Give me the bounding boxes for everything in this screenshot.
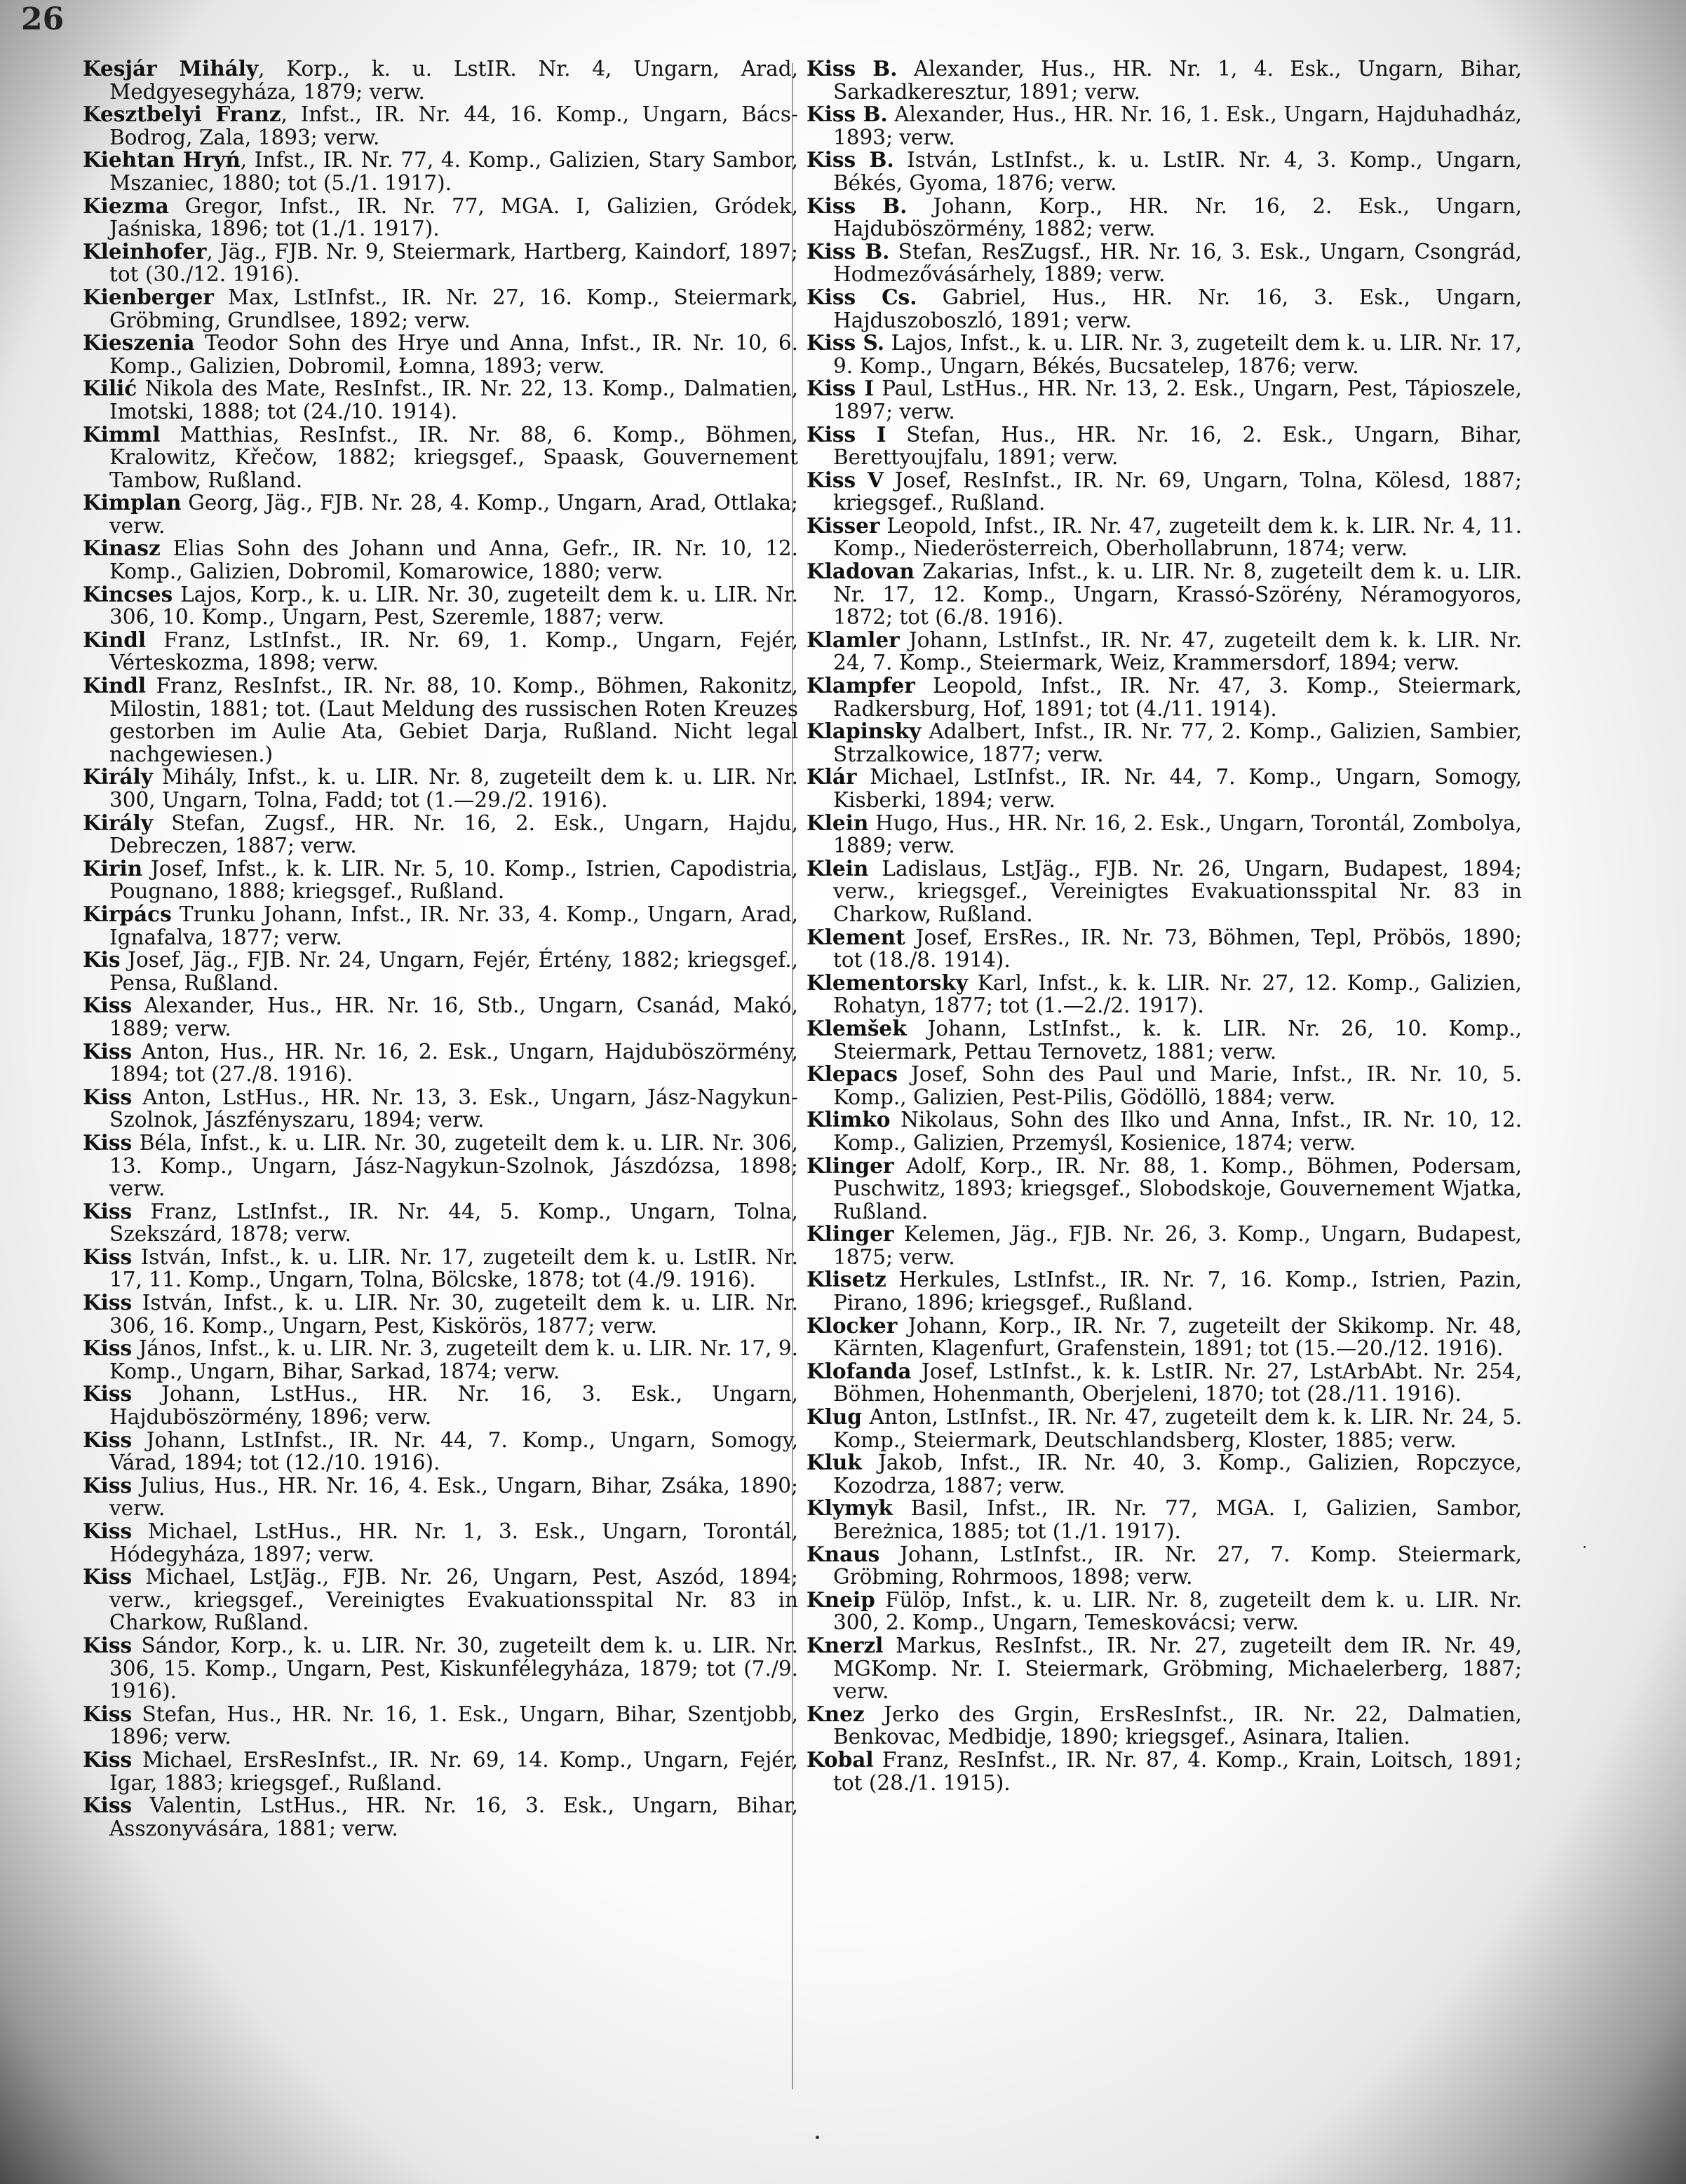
register-entry bbox=[807, 1406, 1522, 1451]
entry-details: , Korp., k. u. LstIR. Nr. 4, Ungarn, Arad, Medgyesegyháza, 1879; verw. bbox=[109, 57, 798, 104]
entry-details: János, Infst., k. u. LIR. Nr. 3, zugeteilt dem k. u. LIR. Nr. 17, 9. Komp., Ungarn, Bihar, Sarkad, 1874; verw. bbox=[109, 1336, 798, 1383]
register-entry bbox=[83, 1337, 798, 1383]
entry-surname: Kiss bbox=[83, 1381, 133, 1406]
entry-surname: Kiss bbox=[83, 1198, 133, 1223]
register-entry bbox=[807, 1017, 1522, 1063]
register-entry bbox=[807, 332, 1522, 377]
register-entry bbox=[807, 515, 1522, 560]
register-entry bbox=[807, 423, 1522, 469]
register-entry bbox=[83, 103, 798, 149]
entry-surname: Király bbox=[83, 764, 153, 789]
entry-details: Hugo, Hus., HR. Nr. 16, 2. Esk., Ungarn, Torontál, Zombolya, 1889; verw. bbox=[833, 810, 1522, 858]
register-entry bbox=[83, 1794, 798, 1840]
right-column bbox=[807, 57, 1522, 1794]
register-entry bbox=[807, 1108, 1522, 1154]
register-entry bbox=[807, 560, 1522, 629]
entry-surname: Kiss bbox=[83, 1130, 133, 1155]
register-entry bbox=[83, 949, 798, 994]
register-entry bbox=[807, 1746, 1522, 1795]
print-speck bbox=[816, 2136, 819, 2139]
register-entry bbox=[807, 857, 1522, 926]
entry-details: Herkules, LstInfst., IR. Nr. 7, 16. Komp., Istrien, Pazin, Pirano, 1896; kriegsgef., Rußland. bbox=[833, 1268, 1522, 1315]
entry-details: Kelemen, Jäg., FJB. Nr. 26, 3. Komp., Ungarn, Budapest, 1875; verw. bbox=[833, 1222, 1522, 1269]
register-entry bbox=[83, 857, 798, 903]
entry-surname: Kiss bbox=[83, 1472, 133, 1498]
entry-surname: Kiehtan Hryń bbox=[83, 147, 241, 172]
entry-details: Johann, LstInfst., IR. Nr. 44, 7. Komp., Ungarn, Somogy, Várad, 1894; tot (12./10. 1916). bbox=[109, 1427, 798, 1475]
entry-details: Fülöp, Infst., k. u. LIR. Nr. 8, zugeteilt dem k. u. LIR. Nr. 300, 2. Komp., Ungarn, Temeskovácsi; verw. bbox=[833, 1587, 1522, 1635]
entry-details: Teodor Sohn des Hrye und Anna, Infst., IR. Nr. 10, 6. Komp., Galizien, Dobromil, Łomna, 1893; verw. bbox=[109, 331, 798, 378]
register-entry bbox=[83, 423, 798, 492]
register-entry bbox=[83, 1429, 798, 1474]
entry-details: Josef, LstInfst., k. k. LstIR. Nr. 27, LstArbAbt. Nr. 254, Böhmen, Hohenmanth, Oberjeleni, 1870; tot (28./11. 1916). bbox=[833, 1359, 1522, 1406]
register-entry bbox=[83, 537, 798, 583]
register-entry bbox=[83, 1703, 798, 1749]
entry-surname: Király bbox=[83, 810, 153, 835]
register-entry bbox=[83, 903, 798, 949]
entry-surname: Klymyk bbox=[807, 1495, 893, 1521]
entry-details: Franz, ResInfst., IR. Nr. 87, 4. Komp., Krain, Loitsch, 1891; tot (28./1. 1915). bbox=[833, 1747, 1522, 1795]
register-entry bbox=[83, 812, 798, 857]
entry-details: Michael, LstHus., HR. Nr. 1, 3. Esk., Ungarn, Torontál, Hódegyháza, 1897; verw. bbox=[109, 1519, 798, 1566]
entry-surname: Klampfer bbox=[807, 673, 915, 698]
register-entry bbox=[807, 469, 1522, 515]
entry-details: Anton, LstInfst., IR. Nr. 47, zugeteilt dem k. k. LIR. Nr. 24, 5. Komp., Steiermark, Deutschlandsberg, Kloster, 1885; verw. bbox=[833, 1405, 1522, 1452]
entry-details: Adalbert, Infst., IR. Nr. 77, 2. Komp., Galizien, Sambier, Strzalkowice, 1877; verw. bbox=[833, 719, 1522, 766]
entry-details: Paul, LstHus., HR. Nr. 13, 2. Esk., Ungarn, Pest, Tápioszele, 1897; verw. bbox=[833, 377, 1522, 423]
entry-details: Alexander, Hus., HR. Nr. 1, 4. Esk., Ungarn, Bihar, Sarkadkeresztur, 1891; verw. bbox=[833, 57, 1522, 104]
entry-details: Franz, ResInfst., IR. Nr. 88, 10. Komp., Böhmen, Rakonitz, Milostin, 1881; tot. (Laut Meldung des russischen Roten Kreuzes gestorben im Aulie Ata, Gebiet Darja, Rußland. Nicht legal nachgewiesen.) bbox=[109, 674, 798, 766]
entry-details: Julius, Hus., HR. Nr. 16, 4. Esk., Ungarn, Bihar, Zsáka, 1890; verw. bbox=[109, 1473, 798, 1521]
entry-surname: Kiss B. bbox=[807, 147, 894, 172]
entry-surname: Klementorsky bbox=[807, 970, 969, 995]
entry-details: Johann, LstHus., HR. Nr. 16, 3. Esk., Ungarn, Hajduböszörmény, 1896; verw. bbox=[109, 1382, 798, 1430]
register-entry bbox=[807, 1634, 1522, 1703]
register-entry bbox=[83, 1383, 798, 1428]
entry-details: , Jäg., FJB. Nr. 9, Steiermark, Hartberg, Kaindorf, 1897; tot (30./12. 1916). bbox=[109, 239, 798, 287]
entry-surname: Kneip bbox=[807, 1587, 875, 1612]
register-entry bbox=[83, 1291, 798, 1337]
register-entry bbox=[807, 377, 1522, 423]
entry-surname: Kieszenia bbox=[83, 330, 195, 355]
entry-surname: Kiss bbox=[83, 1793, 133, 1818]
register-entry bbox=[807, 1543, 1522, 1589]
entry-details: Alexander, Hus., HR. Nr. 16, 1. Esk., Ungarn, Hajduhadház, 1893; verw. bbox=[833, 102, 1522, 149]
register-entry bbox=[807, 1703, 1522, 1749]
entry-details: Zakarias, Infst., k. u. LIR. Nr. 8, zugeteilt dem k. u. LIR. Nr. 17, 12. Komp., Ungarn, Krassó-Szörény, Néramogyoros, 1872; tot (6./8. 1916). bbox=[833, 559, 1522, 630]
register-entry bbox=[807, 1063, 1522, 1108]
entry-details: Karl, Infst., k. k. LIR. Nr. 27, 12. Komp., Galizien, Rohatyn, 1877; tot (1.—2./2. 1917). bbox=[833, 970, 1522, 1018]
entry-surname: Kiss bbox=[83, 1564, 133, 1589]
register-entry bbox=[807, 926, 1522, 972]
entry-surname: Kiss B. bbox=[807, 238, 890, 264]
register-entry bbox=[807, 1589, 1522, 1634]
entry-details: Johann, LstInfst., IR. Nr. 47, zugeteilt dem k. k. LIR. Nr. 24, 7. Komp., Steiermark, Weiz, Krammersdorf, 1894; verw. bbox=[833, 628, 1522, 675]
entry-surname: Kiss Cs. bbox=[807, 284, 917, 309]
entry-surname: Kiss I bbox=[807, 421, 886, 447]
entry-surname: Knez bbox=[807, 1701, 865, 1726]
page-number: 26 bbox=[21, 1, 65, 37]
register-entry bbox=[83, 1474, 798, 1520]
register-entry bbox=[807, 1497, 1522, 1542]
entry-details: Anton, Hus., HR. Nr. 16, 2. Esk., Ungarn, Hajduböszörmény, 1894; tot (27./8. 1916). bbox=[109, 1039, 798, 1087]
register-entry bbox=[83, 491, 798, 537]
entry-surname: Kincses bbox=[83, 581, 173, 606]
entry-details: Basil, Infst., IR. Nr. 77, MGA. I, Galizien, Sambor, Bereżnica, 1885; tot (1./1. 1917). bbox=[833, 1496, 1522, 1543]
register-entry bbox=[83, 195, 798, 240]
entry-details: Ladislaus, LstJäg., FJB. Nr. 26, Ungarn, Budapest, 1894; verw., kriegsgef., Vereinigtes Evakuationsspital Nr. 83 in Charkow, Rußland. bbox=[833, 856, 1522, 926]
entry-surname: Klein bbox=[807, 810, 869, 835]
entry-details: Max, LstInfst., IR. Nr. 27, 16. Komp., Steiermark, Gröbming, Grundlsee, 1892; verw. bbox=[109, 285, 798, 332]
register-entry bbox=[83, 1566, 798, 1634]
entry-surname: Kiss bbox=[83, 1336, 133, 1361]
register-entry bbox=[83, 674, 798, 766]
register-entry bbox=[83, 994, 798, 1040]
entry-details: Josef, Infst., k. k. LIR. Nr. 5, 10. Komp., Istrien, Capodistria, Pougnano, 1888; kriegsgef., Rußland. bbox=[109, 856, 798, 904]
entry-details: Gabriel, Hus., HR. Nr. 16, 3. Esk., Ungarn, Hajduszoboszló, 1891; verw. bbox=[833, 285, 1522, 332]
entry-surname: Kiss B. bbox=[807, 102, 888, 127]
register-entry bbox=[807, 1451, 1522, 1497]
entry-details: István, Infst., k. u. LIR. Nr. 30, zugeteilt dem k. u. LIR. Nr. 306, 16. Komp., Ungarn, Pest, Kiskörös, 1877; verw. bbox=[109, 1291, 798, 1338]
register-entry bbox=[807, 1360, 1522, 1406]
entry-details: Lajos, Korp., k. u. LIR. Nr. 30, zugeteilt dem k. u. LIR. Nr. 306, 10. Komp., Ungarn, Pest, Szeremle, 1887; verw. bbox=[109, 582, 798, 630]
entry-details: Michael, ErsResInfst., IR. Nr. 69, 14. Komp., Ungarn, Fejér, Igar, 1883; kriegsgef., Rußland. bbox=[109, 1747, 798, 1795]
entry-details: Johann, LstInfst., IR. Nr. 27, 7. Komp. Steiermark, Gröbming, Rohrmoos, 1898; verw. bbox=[833, 1542, 1522, 1589]
entry-surname: Kesztbelyi Franz bbox=[83, 102, 281, 127]
entry-surname: Kiezma bbox=[83, 193, 169, 218]
entry-surname: Klár bbox=[807, 764, 857, 789]
entry-details: Josef, ResInfst., IR. Nr. 69, Ungarn, Tolna, Kölesd, 1887; kriegsgef., Rußland. bbox=[833, 468, 1522, 515]
entry-surname: Kindl bbox=[83, 627, 147, 652]
entry-surname: Kiss bbox=[83, 1427, 133, 1452]
register-entry bbox=[807, 1155, 1522, 1223]
register-entry bbox=[807, 972, 1522, 1017]
print-speck bbox=[1584, 1546, 1586, 1548]
entry-details: Josef, Jäg., FJB. Nr. 24, Ungarn, Fejér, Értény, 1882; kriegsgef., Pensa, Rußland. bbox=[109, 948, 798, 995]
register-entry bbox=[83, 57, 798, 103]
register-entry bbox=[807, 1268, 1522, 1314]
entry-surname: Kis bbox=[83, 947, 121, 972]
register-entry bbox=[807, 240, 1522, 286]
entry-details: Stefan, Zugsf., HR. Nr. 16, 2. Esk., Ungarn, Hajdu, Debreczen, 1887; verw. bbox=[109, 810, 798, 858]
entry-surname: Kobal bbox=[807, 1746, 874, 1772]
entry-surname: Klamler bbox=[807, 627, 900, 652]
entry-surname: Kindl bbox=[83, 673, 147, 698]
entry-details: Franz, LstInfst., IR. Nr. 69, 1. Komp., Ungarn, Fejér, Vérteskozma, 1898; verw. bbox=[109, 628, 798, 675]
register-entry bbox=[807, 629, 1522, 674]
entry-details: Valentin, LstHus., HR. Nr. 16, 3. Esk., Ungarn, Bihar, Asszonyvására, 1881; verw. bbox=[109, 1793, 798, 1840]
register-entry bbox=[83, 332, 798, 377]
entry-surname: Klinger bbox=[807, 1153, 894, 1178]
entry-surname: Kiss bbox=[83, 1084, 133, 1109]
entry-details: Sándor, Korp., k. u. LIR. Nr. 30, zugeteilt dem k. u. LIR. Nr. 306, 15. Komp., Ungarn, Pest, Kiskunfélegyháza, 1879; tot (7./9. 1916). bbox=[109, 1633, 798, 1704]
register-entry bbox=[83, 1040, 798, 1086]
register-entry bbox=[83, 1200, 798, 1246]
entry-details: Josef, Sohn des Paul und Marie, Infst., IR. Nr. 10, 5. Komp., Galizien, Pest-Pilis, Gödöllö, 1884; verw. bbox=[833, 1062, 1522, 1109]
entry-surname: Kimml bbox=[83, 421, 161, 447]
entry-surname: Kiss B. bbox=[807, 56, 898, 81]
entry-details: Michael, LstInfst., IR. Nr. 44, 7. Komp., Ungarn, Somogy, Kisberki, 1894; verw. bbox=[833, 765, 1522, 812]
register-entry bbox=[807, 149, 1522, 194]
entry-surname: Kiss S. bbox=[807, 330, 885, 355]
entry-surname: Kinasz bbox=[83, 536, 161, 561]
entry-surname: Kirin bbox=[83, 855, 143, 881]
register-entry bbox=[807, 674, 1522, 720]
register-entry bbox=[807, 720, 1522, 766]
register-entry bbox=[83, 629, 798, 674]
register-entry bbox=[807, 1223, 1522, 1268]
entry-details: István, LstInfst., k. u. LstIR. Nr. 4, 3. Komp., Ungarn, Békés, Gyoma, 1876; verw. bbox=[833, 148, 1522, 195]
entry-surname: Klofanda bbox=[807, 1358, 912, 1383]
entry-surname: Klemšek bbox=[807, 1015, 907, 1040]
entry-details: Johann, LstInfst., k. k. LIR. Nr. 26, 10. Komp., Steiermark, Pettau Ternovetz, 1881; verw. bbox=[833, 1016, 1522, 1064]
entry-surname: Klement bbox=[807, 924, 905, 949]
entry-surname: Kiss bbox=[83, 993, 133, 1018]
entry-details: Alexander, Hus., HR. Nr. 16, Stb., Ungarn, Csanád, Makó, 1889; verw. bbox=[109, 993, 798, 1040]
register-entry bbox=[83, 286, 798, 332]
entry-surname: Knaus bbox=[807, 1541, 880, 1566]
register-entry bbox=[83, 1746, 798, 1795]
register-entry bbox=[807, 286, 1522, 332]
entry-details: Franz, LstInfst., IR. Nr. 44, 5. Komp., Ungarn, Tolna, Szekszárd, 1878; verw. bbox=[109, 1199, 798, 1247]
entry-surname: Kiss bbox=[83, 1038, 133, 1064]
entry-surname: Kleinhofer bbox=[83, 238, 207, 264]
entry-surname: Klug bbox=[807, 1404, 862, 1430]
entry-surname: Kiss bbox=[83, 1244, 133, 1269]
entry-surname: Klisetz bbox=[807, 1267, 886, 1292]
entry-details: Mihály, Infst., k. u. LIR. Nr. 8, zugeteilt dem k. u. LIR. Nr. 300, Ungarn, Tolna, Fadd; tot (1.—29./2. 1916). bbox=[109, 765, 798, 812]
entry-surname: Klapinsky bbox=[807, 719, 922, 744]
entry-details: Matthias, ResInfst., IR. Nr. 88, 6. Komp., Böhmen, Kralowitz, Křečow, 1882; kriegsgef., Spaask, Gouvernement Tambow, Rußland. bbox=[109, 422, 798, 492]
entry-details: , Infst., IR. Nr. 77, 4. Komp., Galizien, Stary Sambor, Mszaniec, 1880; tot (5./1. 1917). bbox=[109, 148, 798, 195]
entry-surname: Kilić bbox=[83, 376, 137, 401]
entry-details: Johann, Korp., IR. Nr. 7, zugeteilt der Skikomp. Nr. 48, Kärnten, Klagenfurt, Grafenstein, 1891; tot (15.—20./12. 1916). bbox=[833, 1313, 1522, 1361]
register-entry bbox=[83, 1132, 798, 1200]
entry-details: Josef, ErsRes., IR. Nr. 73, Böhmen, Tepl, Pröbös, 1890; tot (18./8. 1914). bbox=[833, 925, 1522, 972]
entry-details: Trunku Johann, Infst., IR. Nr. 33, 4. Komp., Ungarn, Arad, Ignafalva, 1877; verw. bbox=[109, 902, 798, 949]
register-entry bbox=[83, 240, 798, 286]
entry-surname: Kiss bbox=[83, 1519, 133, 1543]
entry-details: Markus, ResInfst., IR. Nr. 27, zugeteilt dem IR. Nr. 49, MGKomp. Nr. I. Steiermark, Gröbming, Michaelerberg, 1887; verw. bbox=[833, 1633, 1522, 1704]
entry-details: Adolf, Korp., IR. Nr. 88, 1. Komp., Böhmen, Podersam, Puschwitz, 1893; kriegsgef., Slobodskoje, Gouvernement Wjatka, Rußland. bbox=[833, 1153, 1522, 1223]
entry-details: Béla, Infst., k. u. LIR. Nr. 30, zugeteilt dem k. u. LIR. Nr. 306, 13. Komp., Ungarn, Jász-Nagykun-Szolnok, Jászdózsa, 1898; verw. bbox=[109, 1130, 798, 1201]
entry-details: Michael, LstJäg., FJB. Nr. 26, Ungarn, Pest, Aszód, 1894; verw., kriegsgef., Vereinigtes Evakuationsspital Nr. 83 in Charkow, Rußland. bbox=[109, 1565, 798, 1635]
entry-surname: Klinger bbox=[807, 1221, 894, 1247]
entry-surname: Kiss B. bbox=[807, 193, 908, 218]
register-entry bbox=[807, 57, 1522, 103]
entry-details: Lajos, Infst., k. u. LIR. Nr. 3, zugeteilt dem k. u. LIR. Nr. 17, 9. Komp., Ungarn, Békés, Bucsatelep, 1876; verw. bbox=[833, 331, 1522, 378]
entry-details: Stefan, Hus., HR. Nr. 16, 2. Esk., Ungarn, Bihar, Berettyoujfalu, 1891; verw. bbox=[833, 422, 1522, 470]
entry-surname: Klimko bbox=[807, 1107, 891, 1132]
register-entry bbox=[807, 766, 1522, 811]
register-entry bbox=[83, 583, 798, 629]
register-entry bbox=[83, 1086, 798, 1132]
entry-surname: Klein bbox=[807, 855, 869, 881]
register-entry bbox=[807, 195, 1522, 240]
entry-surname: Kiss V bbox=[807, 467, 884, 492]
entry-surname: Kiss bbox=[83, 1746, 133, 1772]
entry-surname: Knerzl bbox=[807, 1632, 884, 1657]
left-column bbox=[83, 57, 798, 1840]
entry-details: Stefan, Hus., HR. Nr. 16, 1. Esk., Ungarn, Bihar, Szentjobb, 1896; verw. bbox=[109, 1702, 798, 1749]
entry-surname: Kienberger bbox=[83, 284, 214, 309]
entry-surname: Kluk bbox=[807, 1450, 862, 1475]
entry-surname: Kimplan bbox=[83, 490, 182, 515]
entry-surname: Klepacs bbox=[807, 1062, 898, 1087]
entry-surname: Kiss bbox=[83, 1632, 133, 1657]
register-entry bbox=[807, 1315, 1522, 1360]
entry-details: Jakob, Infst., IR. Nr. 40, 3. Komp., Galizien, Ropczyce, Kozodrza, 1887; verw. bbox=[833, 1451, 1522, 1498]
entry-surname: Kesjár Mihály bbox=[83, 56, 259, 81]
entry-surname: Kiss I bbox=[807, 376, 875, 401]
entry-surname: Kladovan bbox=[807, 559, 915, 584]
register-entry bbox=[83, 1246, 798, 1291]
register-entry bbox=[807, 103, 1522, 149]
register-entry bbox=[83, 766, 798, 811]
register-entry bbox=[83, 1520, 798, 1566]
entry-details: Nikolaus, Sohn des Ilko und Anna, Infst., IR. Nr. 10, 12. Komp., Galizien, Przemyśl, Kosienice, 1874; verw. bbox=[833, 1108, 1522, 1155]
entry-details: Stefan, ResZugsf., HR. Nr. 16, 3. Esk., Ungarn, Csongrád, Hodmezővásárhely, 1889; verw. bbox=[833, 239, 1522, 287]
entry-details: Elias Sohn des Johann und Anna, Gefr., IR. Nr. 10, 12. Komp., Galizien, Dobromil, Komarowice, 1880; verw. bbox=[109, 536, 798, 584]
register-entry bbox=[83, 149, 798, 194]
entry-details: Anton, LstHus., HR. Nr. 13, 3. Esk., Ungarn, Jász-Nagykun-Szolnok, Jászfényszaru, 1894; verw. bbox=[109, 1085, 798, 1132]
entry-details: Jerko des Grgin, ErsResInfst., IR. Nr. 22, Dalmatien, Benkovac, Medbidje, 1890; kriegsgef., Asinara, Italien. bbox=[833, 1702, 1522, 1749]
entry-details: István, Infst., k. u. LIR. Nr. 17, zugeteilt dem k. u. LstIR. Nr. 17, 11. Komp., Ungarn, Tolna, Bölcske, 1878; tot (4./9. 1916). bbox=[109, 1244, 798, 1292]
entry-details: , Infst., IR. Nr. 44, 16. Komp., Ungarn, Bács-Bodrog, Zala, 1893; verw. bbox=[109, 102, 798, 149]
entry-details: Johann, Korp., HR. Nr. 16, 2. Esk., Ungarn, Hajduböszörmény, 1882; verw. bbox=[833, 194, 1522, 241]
entry-details: Gregor, Infst., IR. Nr. 77, MGA. I, Galizien, Gródek, Jaśniska, 1896; tot (1./1. 1917). bbox=[109, 194, 798, 241]
register-entry bbox=[83, 1634, 798, 1703]
entry-details: Leopold, Infst., IR. Nr. 47, zugeteilt dem k. k. LIR. Nr. 4, 11. Komp., Niederösterreich, Oberhollabrunn, 1874; verw. bbox=[833, 513, 1522, 561]
entry-surname: Klocker bbox=[807, 1313, 898, 1338]
entry-surname: Kirpács bbox=[83, 901, 172, 926]
entry-surname: Kisser bbox=[807, 513, 880, 538]
register-entry bbox=[807, 812, 1522, 857]
entry-details: Georg, Jäg., FJB. Nr. 28, 4. Komp., Ungarn, Arad, Ottlaka; verw. bbox=[109, 491, 798, 538]
entry-details: Leopold, Infst., IR. Nr. 47, 3. Komp., Steiermark, Radkersburg, Hof, 1891; tot (4./11. 1914). bbox=[833, 674, 1522, 721]
entry-surname: Kiss bbox=[83, 1290, 133, 1315]
register-entry bbox=[83, 377, 798, 423]
entry-surname: Kiss bbox=[83, 1701, 133, 1726]
entry-details: Nikola des Mate, ResInfst., IR. Nr. 22, 13. Komp., Dalmatien, Imotski, 1888; tot (24./10. 1914). bbox=[109, 377, 798, 423]
